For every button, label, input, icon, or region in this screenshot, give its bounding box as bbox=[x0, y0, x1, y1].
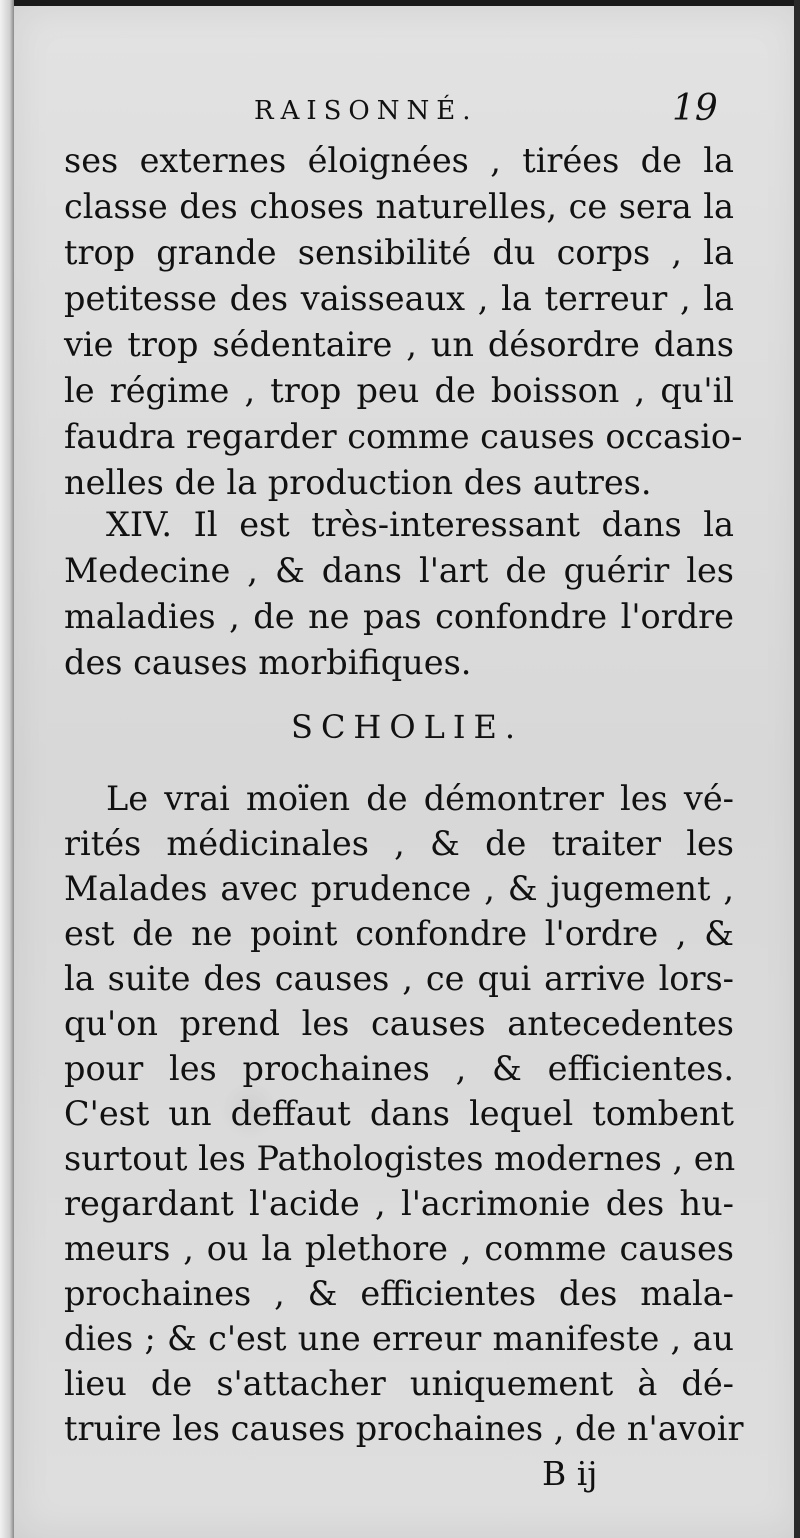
text-line: nelles de la production des autres. bbox=[64, 463, 652, 502]
text-line: pour les prochaines , & efficientes. bbox=[64, 1049, 734, 1088]
text-line: le régime , trop peu de boisson , qu'il bbox=[64, 371, 734, 410]
text-line: vie trop sédentaire , un désordre dans bbox=[64, 325, 734, 364]
text-line: des causes morbifiques. bbox=[64, 643, 472, 682]
book-page bbox=[14, 6, 800, 1538]
text-line: regardant l'acide , l'acrimonie des hu- bbox=[64, 1184, 734, 1223]
text-line: maladies , de ne pas confondre l'ordre bbox=[64, 597, 734, 636]
text-line: Le vrai moïen de démontrer les vé- bbox=[106, 779, 734, 818]
page-gutter-right bbox=[794, 0, 800, 1538]
text-line: truire les causes prochaines , de n'avoir bbox=[64, 1409, 744, 1448]
text-line: qu'on prend les causes antecedentes bbox=[64, 1004, 734, 1043]
text-line: meurs , ou la plethore , comme causes bbox=[64, 1229, 734, 1268]
section-heading: SCHOLIE. bbox=[291, 708, 523, 746]
text-line: surtout les Pathologistes modernes , en bbox=[64, 1139, 736, 1178]
text-line: prochaines , & efficientes des mala- bbox=[64, 1274, 734, 1313]
text-line: lieu de s'attacher uniquement à dé- bbox=[64, 1364, 734, 1403]
page-number: 19 bbox=[672, 88, 718, 129]
text-line: ses externes éloignées , tirées de la bbox=[64, 141, 734, 180]
page-header bbox=[14, 88, 800, 138]
text-line: dies ; & c'est une erreur manifeste , au bbox=[64, 1319, 734, 1358]
page-gutter-left bbox=[0, 0, 14, 1538]
text-line: XIV. Il est très-interessant dans la bbox=[106, 505, 734, 544]
text-line: Malades avec prudence , & jugement , bbox=[64, 869, 734, 908]
text-line: faudra regarder comme causes occasio- bbox=[64, 417, 743, 456]
text-line: la suite des causes , ce qui arrive lors- bbox=[64, 959, 734, 998]
running-head: RAISONNÉ. bbox=[254, 96, 478, 126]
text-line: petitesse des vaisseaux , la terreur , la bbox=[64, 279, 734, 318]
text-line: C'est un deffaut dans lequel tombent bbox=[64, 1094, 734, 1133]
text-line: est de ne point confondre l'ordre , & bbox=[64, 914, 734, 953]
signature-mark: B ij bbox=[542, 1454, 598, 1493]
text-line: trop grande sensibilité du corps , la bbox=[64, 233, 734, 272]
text-line: Medecine , & dans l'art de guérir les bbox=[64, 551, 734, 590]
text-line: classe des choses naturelles, ce sera la bbox=[64, 187, 734, 226]
text-line: rités médicinales , & de traiter les bbox=[64, 824, 734, 863]
